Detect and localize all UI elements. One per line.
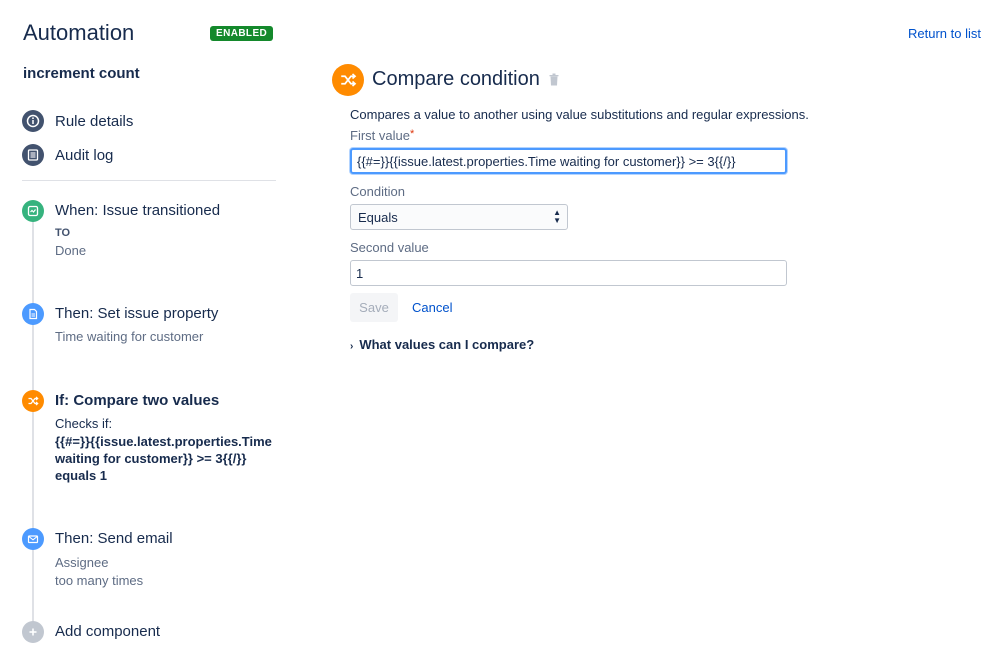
step-title: When: Issue transitioned (55, 202, 221, 219)
step-line: Checks if: (55, 416, 113, 431)
plus-icon (22, 621, 44, 643)
rule-name: increment count (23, 65, 140, 82)
return-to-list-link[interactable]: Return to list (908, 26, 981, 41)
required-marker: * (409, 128, 415, 140)
sidebar-divider (22, 180, 276, 181)
list-icon (22, 144, 44, 166)
step-line: {{#=}}{{issue.latest.properties.Time (55, 434, 272, 449)
save-button[interactable]: Save (350, 293, 398, 322)
nav-audit-log[interactable] (22, 144, 113, 166)
second-value-label: Second value (350, 240, 429, 255)
panel-description: Compares a value to another using value substitutions and regular expressions. (350, 107, 809, 122)
first-value-input[interactable] (350, 148, 787, 174)
step-title: If: Compare two values (55, 392, 220, 409)
step-line: Assignee (55, 555, 109, 570)
step-line: TO (55, 227, 71, 239)
condition-select-value: Equals (358, 210, 398, 225)
trash-icon[interactable] (549, 73, 559, 91)
select-arrows-icon: ▲ ▼ (553, 208, 561, 225)
step-line: equals 1 (55, 468, 108, 483)
shuffle-icon (22, 390, 44, 412)
step-line: Done (55, 243, 87, 258)
what-values-expander[interactable]: › What values can I compare? (350, 337, 535, 352)
nav-rule-details-label: Rule details (55, 112, 134, 130)
info-icon (22, 110, 44, 132)
status-badge: ENABLED (210, 26, 273, 41)
app-title: Automation (23, 20, 135, 45)
step-title: Then: Send email (55, 530, 173, 547)
chevron-right-icon: › (350, 341, 354, 352)
transition-icon (22, 200, 44, 222)
step-line: too many times (55, 573, 144, 588)
timeline-line (32, 214, 34, 634)
mail-icon (22, 528, 44, 550)
cancel-button[interactable]: Cancel (412, 300, 453, 315)
condition-select[interactable] (350, 204, 568, 230)
second-value-input[interactable] (350, 260, 787, 286)
panel-title: Compare condition (372, 68, 540, 90)
step-line: waiting for customer}} >= 3{{/}} (55, 451, 247, 466)
step-title: Then: Set issue property (55, 305, 219, 322)
shuffle-icon (332, 64, 364, 96)
nav-rule-details[interactable] (22, 110, 133, 132)
document-icon (22, 303, 44, 325)
condition-label: Condition (350, 184, 405, 199)
nav-audit-log-label: Audit log (55, 146, 114, 164)
first-value-label: First value* (350, 128, 415, 143)
add-component-label: Add component (55, 623, 161, 640)
step-line: Time waiting for customer (55, 329, 204, 344)
